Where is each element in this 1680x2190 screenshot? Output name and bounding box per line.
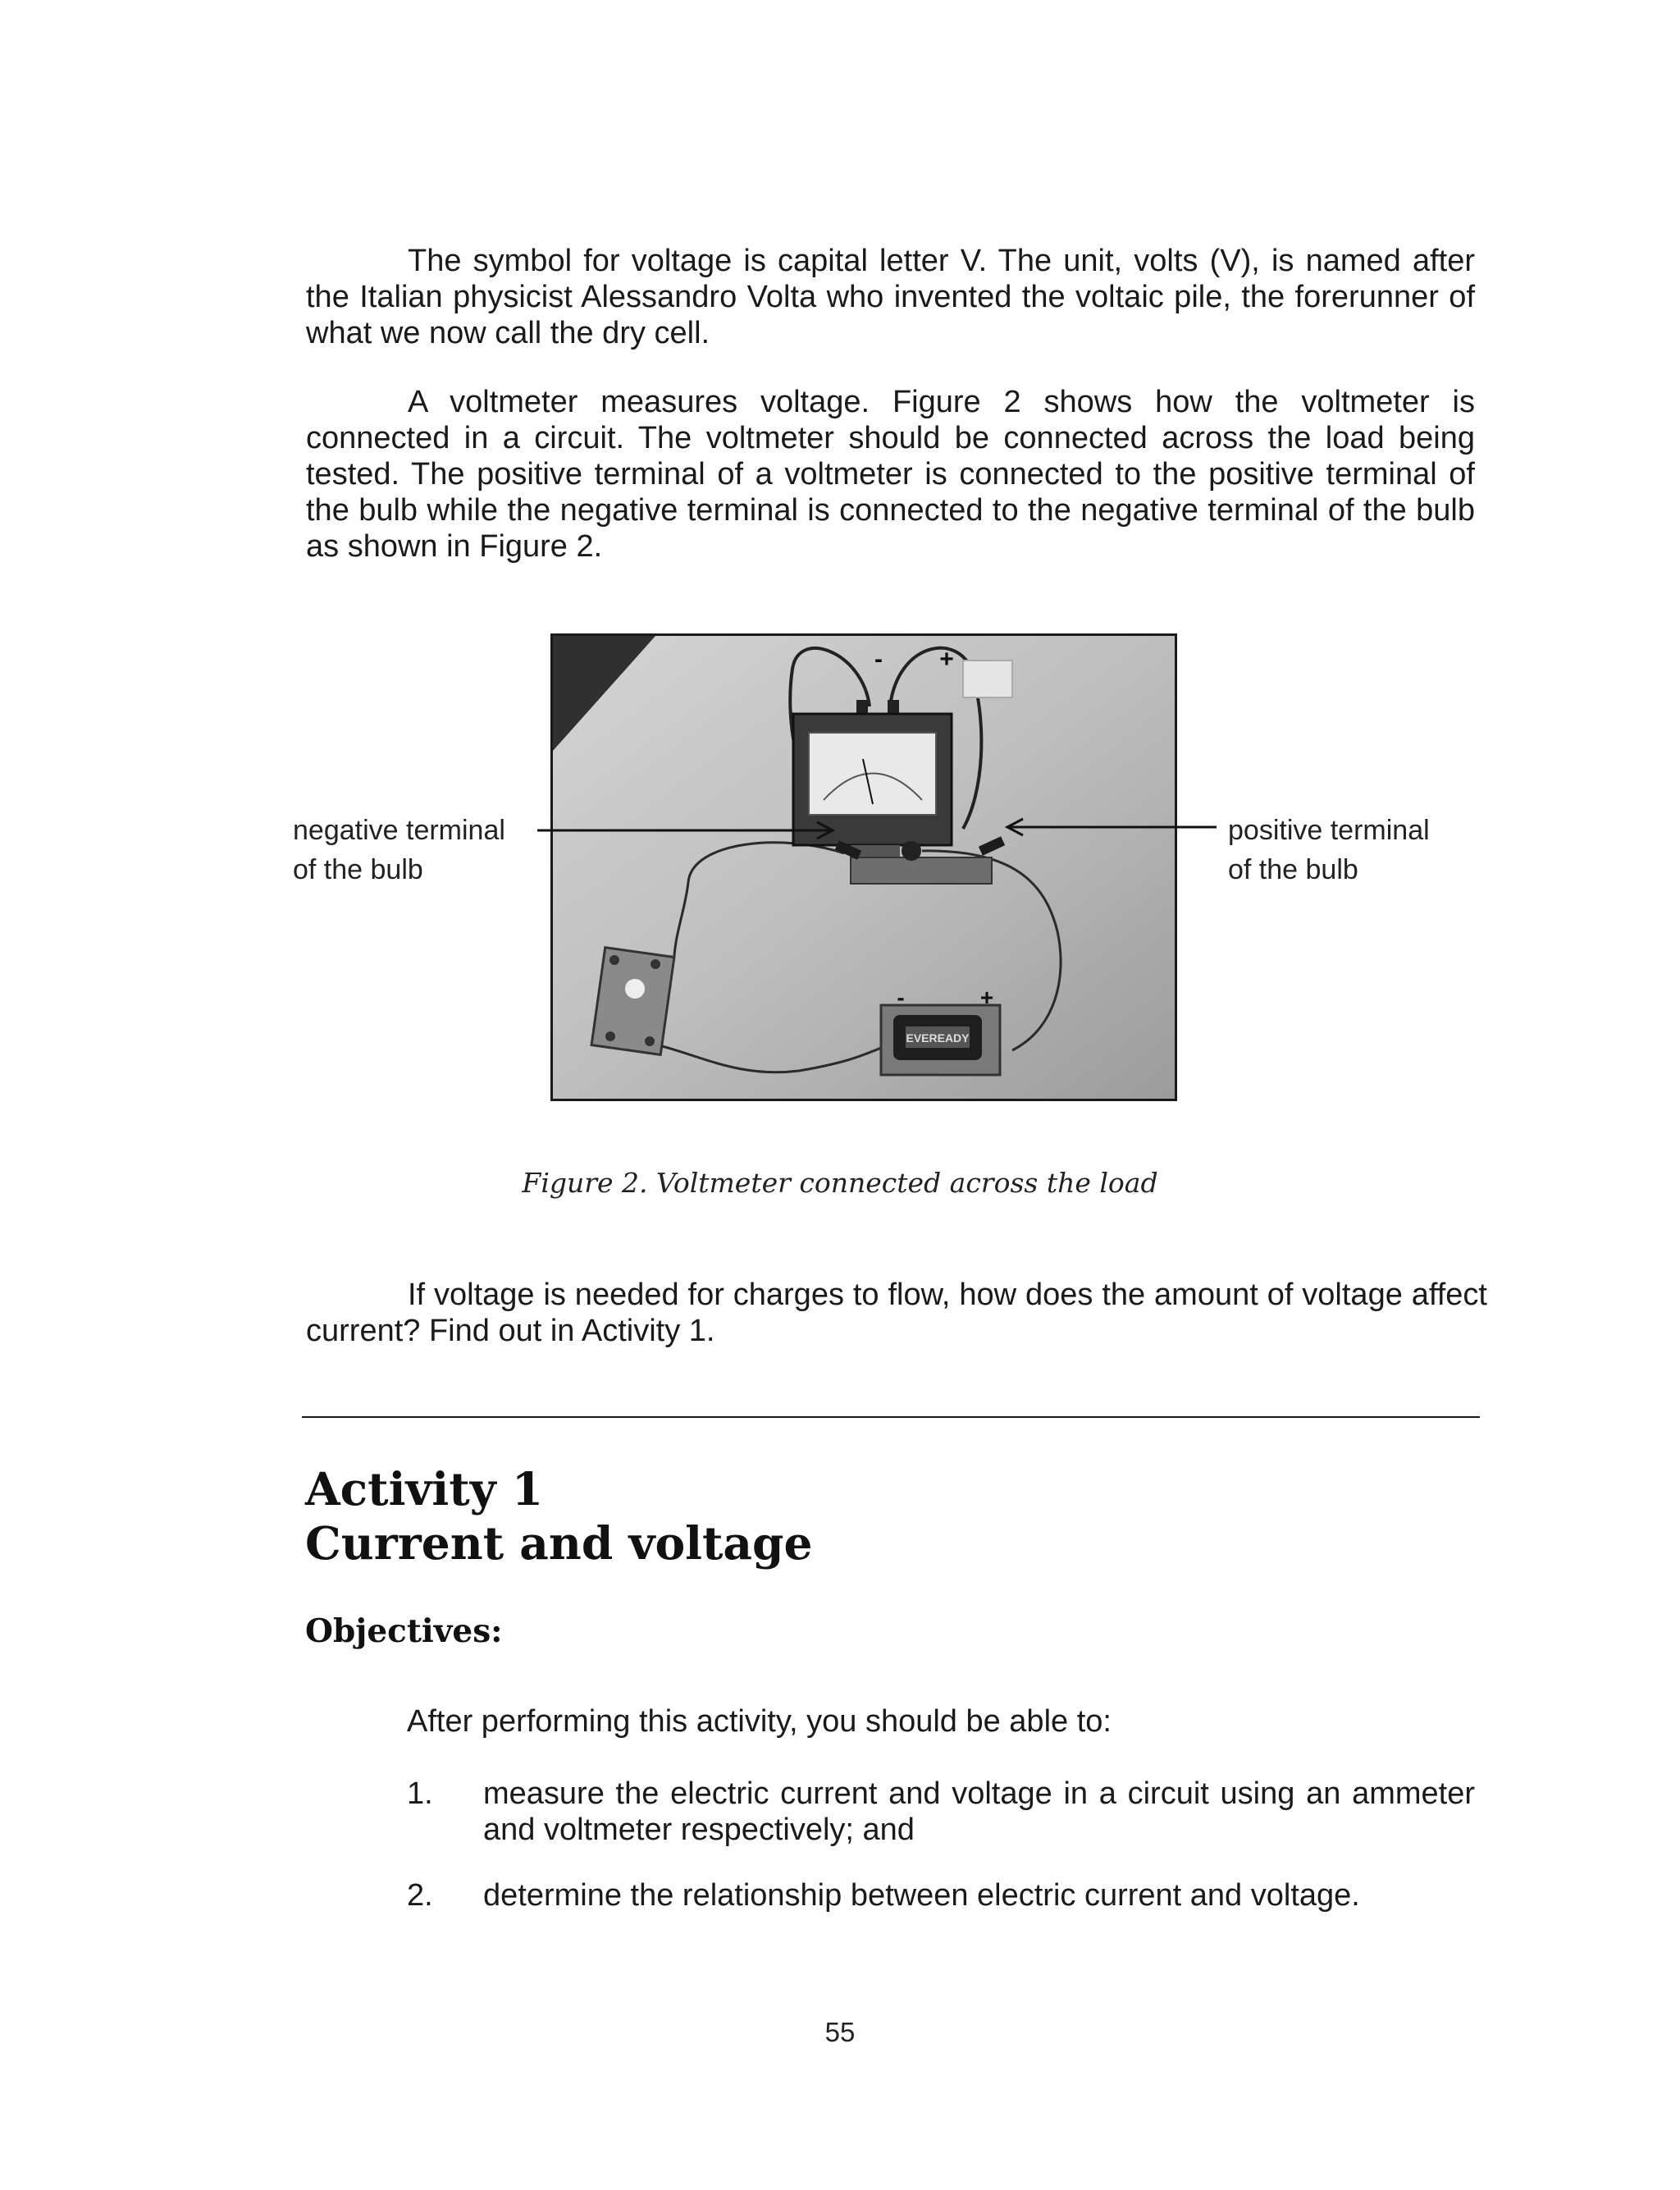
paragraph-text: If voltage is needed for charges to flow, how does the amount of voltage affect current? Find out in Activity 1. — [306, 1278, 1487, 1348]
activity-number: Activity 1 — [305, 1462, 544, 1516]
objectives-heading: Objectives: — [305, 1612, 503, 1650]
battery-plus-sign: + — [979, 985, 994, 1010]
paragraph-text: The symbol for voltage is capital letter V. The unit, volts (V), is named after the Italian physicist Alessandro Volta who invented the voltaic pile, the forerunner of what we now call the dry cell. — [306, 244, 1475, 350]
meter-plus-sign: + — [939, 646, 954, 673]
positive-terminal-label — [1228, 811, 1430, 889]
objective-number: 1. — [407, 1776, 433, 1811]
page-number: 55 — [824, 2017, 856, 2047]
label-line: negative terminal — [293, 815, 505, 846]
paragraph-question — [306, 1277, 1487, 1349]
label-line: of the bulb — [293, 854, 423, 885]
negative-terminal-label — [293, 811, 505, 889]
meter-minus-sign: - — [874, 646, 883, 673]
battery-minus-sign: - — [897, 985, 905, 1010]
label-line: positive terminal — [1228, 815, 1430, 846]
activity-title — [305, 1462, 813, 1570]
objective-text: measure the electric current and voltage in a circuit using an ammeter and voltmeter respectively; and — [483, 1776, 1475, 1847]
section-divider — [302, 1416, 1480, 1418]
figure-caption: Figure 2. Voltmeter connected across the load — [522, 1167, 1158, 1199]
battery — [881, 1005, 1000, 1075]
activity-name: Current and voltage — [305, 1516, 813, 1570]
objective-text: determine the relationship between electric current and voltage. — [483, 1878, 1360, 1913]
paragraph-text: A voltmeter measures voltage. Figure 2 shows how the voltmeter is connected in a circuit. The voltmeter should be connected across the load being tested. The positive terminal of a voltmeter is connected to the positive terminal of the bulb while the negative terminal is connected to the negative terminal of the bulb as shown in Figure 2. — [306, 385, 1475, 564]
label-line: of the bulb — [1228, 854, 1358, 885]
objectives-intro: After performing this activity, you should be able to: — [407, 1704, 1112, 1739]
objective-number: 2. — [407, 1878, 433, 1913]
battery-brand-label: EVEREADY — [906, 1031, 970, 1045]
